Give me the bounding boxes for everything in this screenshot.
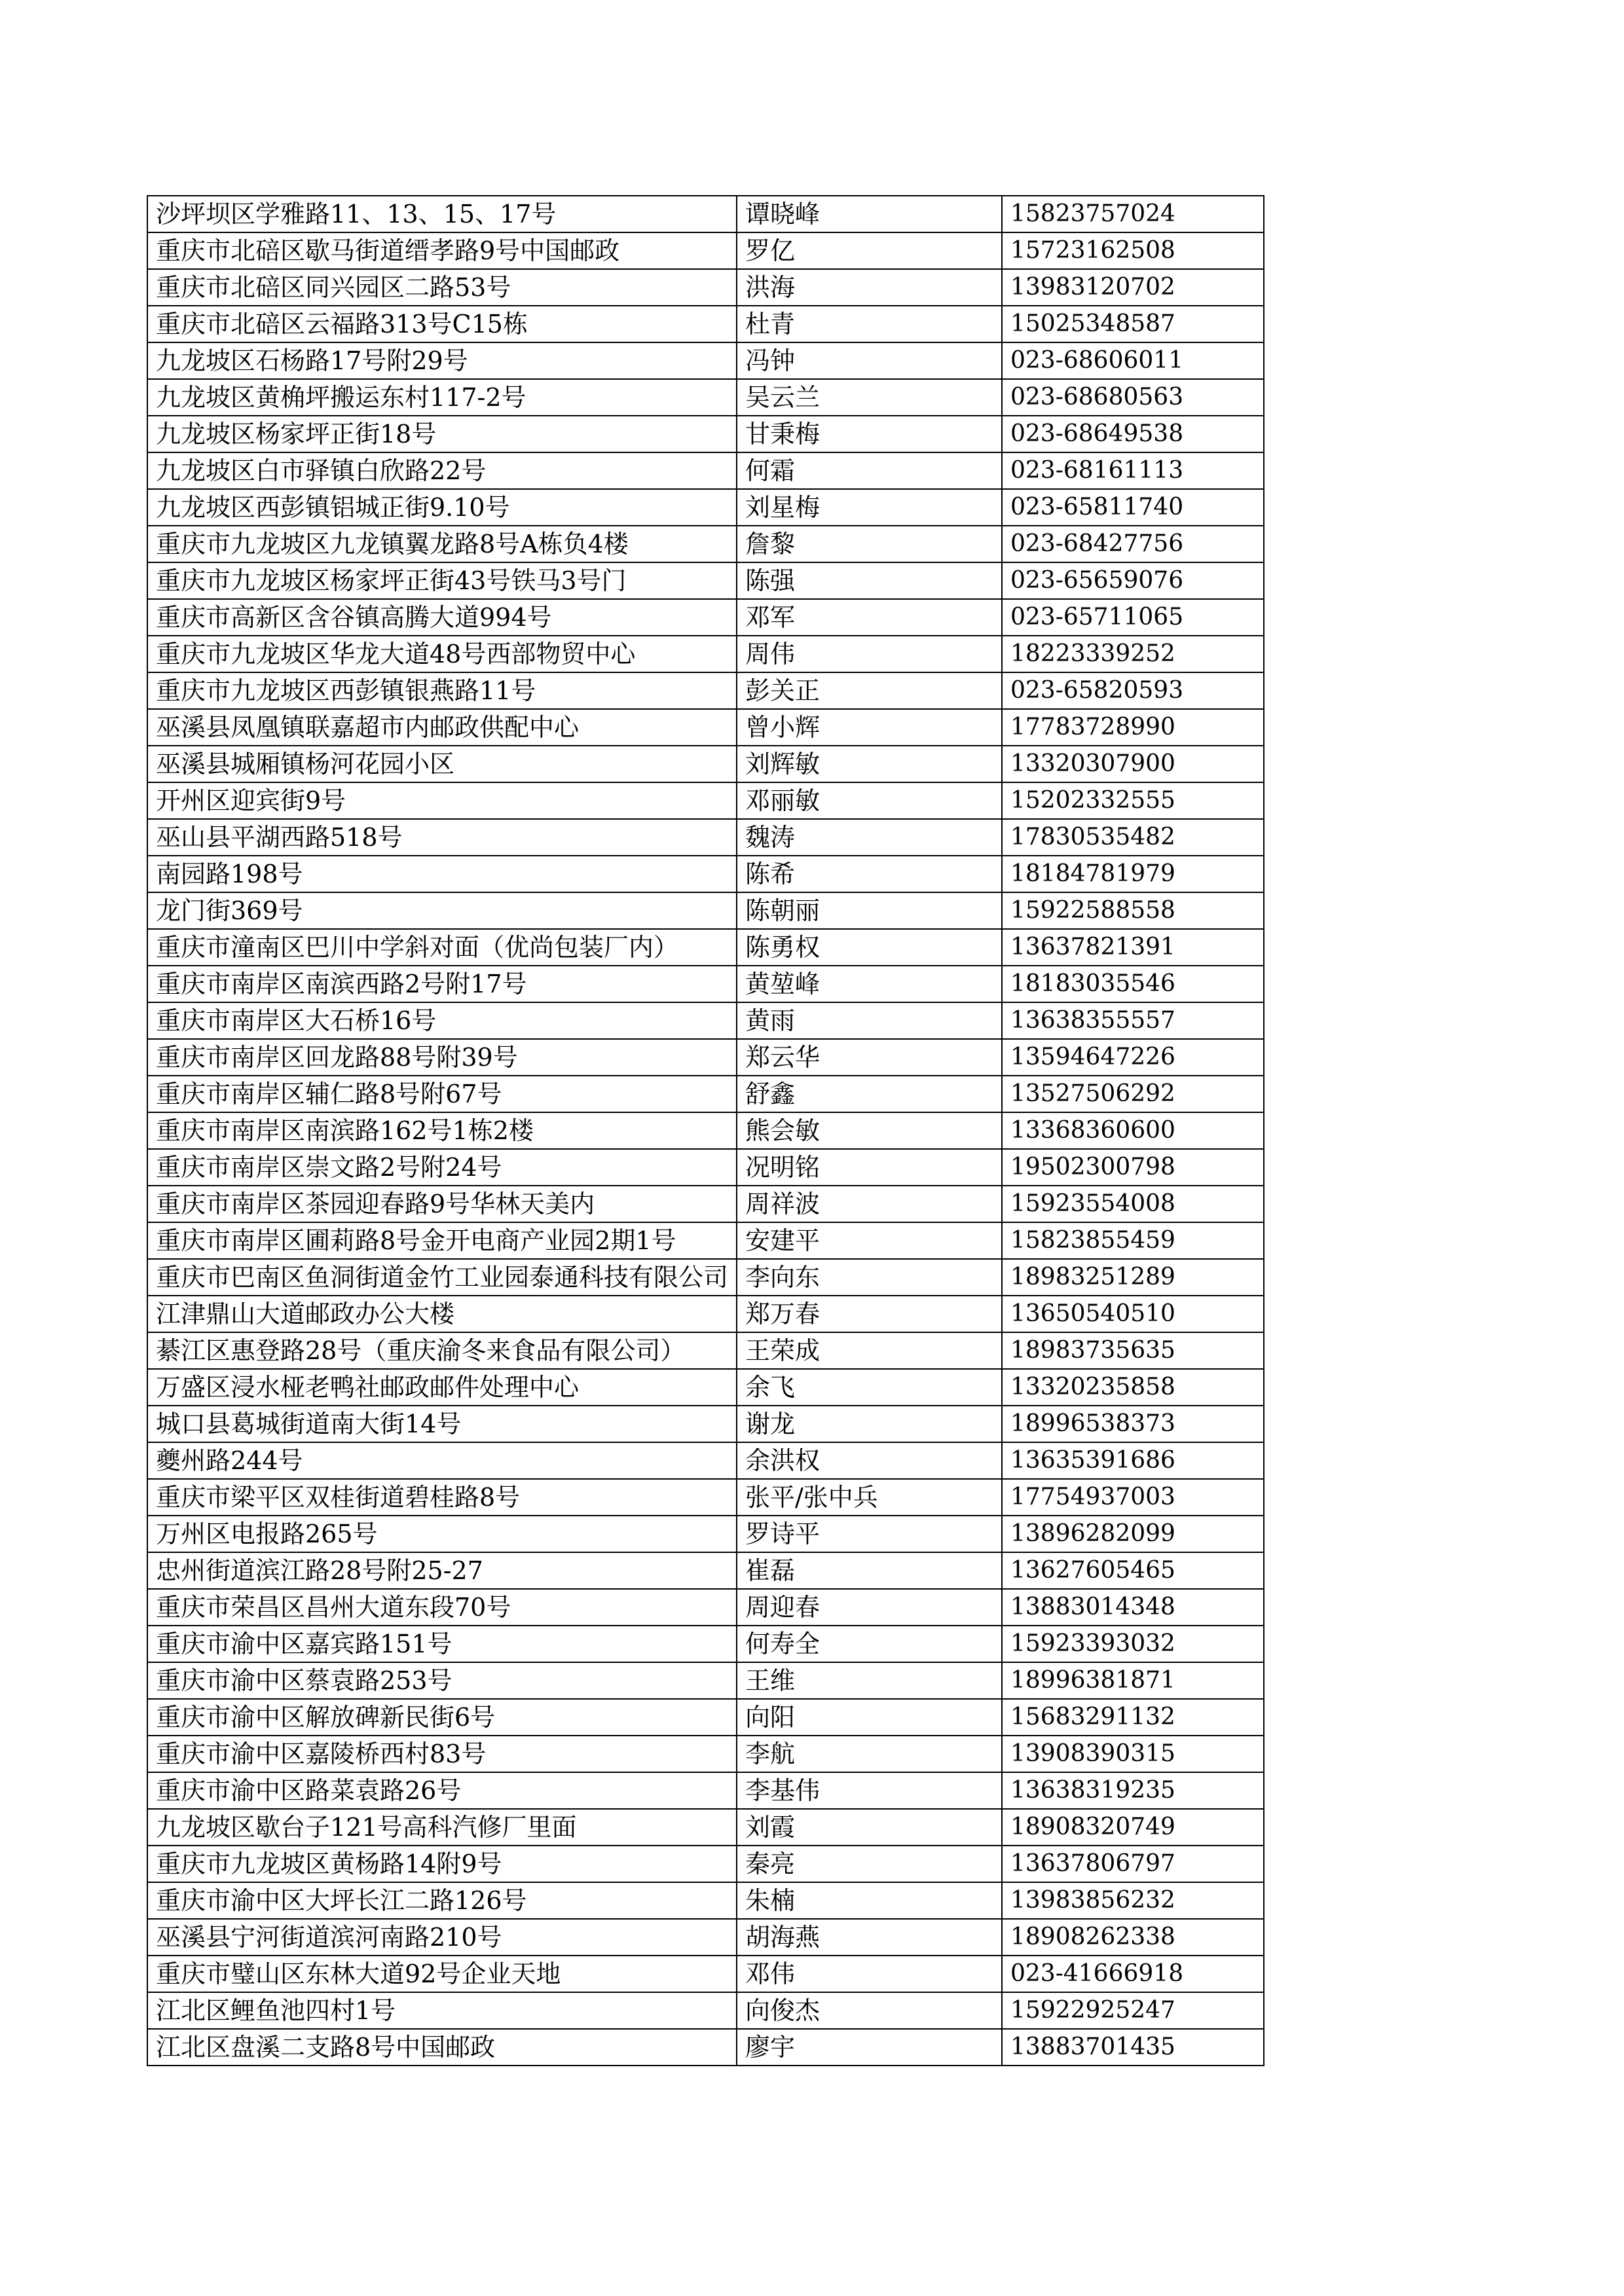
phone-cell: 13983856232	[1002, 1882, 1264, 1919]
table-row	[147, 489, 1264, 526]
address-cell: 江北区盘溪二支路8号中国邮政	[147, 2029, 737, 2066]
name-cell: 谢龙	[737, 1406, 1002, 1442]
name-cell: 陈朝丽	[737, 892, 1002, 929]
phone-cell: 13896282099	[1002, 1516, 1264, 1552]
phone-cell: 15823855459	[1002, 1222, 1264, 1259]
address-cell: 忠州街道滨江路28号附25-27	[147, 1552, 737, 1589]
address-cell: 九龙坡区黄桷坪搬运东村117-2号	[147, 379, 737, 416]
address-cell: 重庆市九龙坡区九龙镇翼龙路8号A栋负4楼	[147, 526, 737, 562]
address-cell: 重庆市南岸区大石桥16号	[147, 1002, 737, 1039]
address-cell: 重庆市潼南区巴川中学斜对面（优尚包装厂内）	[147, 929, 737, 966]
phone-cell: 15923554008	[1002, 1186, 1264, 1222]
name-cell: 熊会敏	[737, 1112, 1002, 1149]
address-cell: 重庆市九龙坡区西彭镇银燕路11号	[147, 672, 737, 709]
address-cell: 九龙坡区西彭镇铝城正街9.10号	[147, 489, 737, 526]
name-cell: 邓伟	[737, 1956, 1002, 1992]
name-cell: 朱楠	[737, 1882, 1002, 1919]
address-cell: 重庆市北碚区云福路313号C15栋	[147, 306, 737, 342]
name-cell: 刘星梅	[737, 489, 1002, 526]
phone-cell: 023-65711065	[1002, 599, 1264, 636]
table-row	[147, 1662, 1264, 1699]
name-cell: 李航	[737, 1736, 1002, 1772]
table-row	[147, 526, 1264, 562]
address-cell: 重庆市北碚区同兴园区二路53号	[147, 269, 737, 306]
phone-cell: 15922588558	[1002, 892, 1264, 929]
table-row	[147, 1846, 1264, 1882]
table-row	[147, 1222, 1264, 1259]
name-cell: 李基伟	[737, 1772, 1002, 1809]
table-row	[147, 1772, 1264, 1809]
phone-cell: 15025348587	[1002, 306, 1264, 342]
table-row	[147, 929, 1264, 966]
address-cell: 重庆市南岸区南滨路162号1栋2楼	[147, 1112, 737, 1149]
address-cell: 重庆市渝中区嘉宾路151号	[147, 1626, 737, 1662]
name-cell: 陈希	[737, 856, 1002, 892]
table-row	[147, 232, 1264, 269]
phone-cell: 18908262338	[1002, 1919, 1264, 1956]
table-row	[147, 1039, 1264, 1076]
phone-cell: 18996538373	[1002, 1406, 1264, 1442]
phone-cell: 18223339252	[1002, 636, 1264, 672]
table-row	[147, 452, 1264, 489]
name-cell: 向俊杰	[737, 1992, 1002, 2029]
address-cell: 万州区电报路265号	[147, 1516, 737, 1552]
table-row	[147, 1186, 1264, 1222]
address-cell: 巫溪县城厢镇杨河花园小区	[147, 746, 737, 782]
phone-cell: 13983120702	[1002, 269, 1264, 306]
table-row	[147, 1332, 1264, 1369]
name-cell: 周伟	[737, 636, 1002, 672]
table-row	[147, 1296, 1264, 1332]
table-row	[147, 1516, 1264, 1552]
phone-cell: 13638355557	[1002, 1002, 1264, 1039]
name-cell: 甘秉梅	[737, 416, 1002, 452]
phone-cell: 17830535482	[1002, 819, 1264, 856]
phone-cell: 023-65811740	[1002, 489, 1264, 526]
address-cell: 重庆市荣昌区昌州大道东段70号	[147, 1589, 737, 1626]
table-row	[147, 1112, 1264, 1149]
phone-cell: 13883014348	[1002, 1589, 1264, 1626]
address-cell: 万盛区浸水桠老鸭社邮政邮件处理中心	[147, 1369, 737, 1406]
name-cell: 周祥波	[737, 1186, 1002, 1222]
name-cell: 向阳	[737, 1699, 1002, 1736]
address-cell: 重庆市渝中区嘉陵桥西村83号	[147, 1736, 737, 1772]
address-cell: 重庆市九龙坡区华龙大道48号西部物贸中心	[147, 636, 737, 672]
name-cell: 邓丽敏	[737, 782, 1002, 819]
table-row	[147, 966, 1264, 1002]
name-cell: 刘辉敏	[737, 746, 1002, 782]
name-cell: 邓军	[737, 599, 1002, 636]
table-row	[147, 892, 1264, 929]
address-cell: 九龙坡区杨家坪正街18号	[147, 416, 737, 452]
name-cell: 洪海	[737, 269, 1002, 306]
address-cell: 重庆市高新区含谷镇高腾大道994号	[147, 599, 737, 636]
table-row	[147, 856, 1264, 892]
address-cell: 重庆市巴南区鱼洞街道金竹工业园泰通科技有限公司	[147, 1259, 737, 1296]
phone-cell: 13527506292	[1002, 1076, 1264, 1112]
address-cell: 九龙坡区石杨路17号附29号	[147, 342, 737, 379]
phone-cell: 13650540510	[1002, 1296, 1264, 1332]
name-cell: 余洪权	[737, 1442, 1002, 1479]
phone-cell: 18908320749	[1002, 1809, 1264, 1846]
contact-table	[147, 195, 1264, 2066]
address-cell: 重庆市南岸区圃莉路8号金开电商产业园2期1号	[147, 1222, 737, 1259]
name-cell: 杜青	[737, 306, 1002, 342]
table-row	[147, 1919, 1264, 1956]
table-row	[147, 746, 1264, 782]
address-cell: 夔州路244号	[147, 1442, 737, 1479]
address-cell: 重庆市渝中区蔡袁路253号	[147, 1662, 737, 1699]
table-row	[147, 1882, 1264, 1919]
name-cell: 谭晓峰	[737, 196, 1002, 232]
table-row	[147, 1699, 1264, 1736]
name-cell: 张平/张中兵	[737, 1479, 1002, 1516]
phone-cell: 13637806797	[1002, 1846, 1264, 1882]
address-cell: 巫溪县凤凰镇联嘉超市内邮政供配中心	[147, 709, 737, 746]
name-cell: 冯钟	[737, 342, 1002, 379]
phone-cell: 19502300798	[1002, 1149, 1264, 1186]
address-cell: 江津鼎山大道邮政办公大楼	[147, 1296, 737, 1332]
phone-cell: 15683291132	[1002, 1699, 1264, 1736]
table-row	[147, 709, 1264, 746]
name-cell: 刘霞	[737, 1809, 1002, 1846]
table-row	[147, 196, 1264, 232]
phone-cell: 18983735635	[1002, 1332, 1264, 1369]
phone-cell: 18996381871	[1002, 1662, 1264, 1699]
name-cell: 王维	[737, 1662, 1002, 1699]
address-cell: 重庆市南岸区崇文路2号附24号	[147, 1149, 737, 1186]
name-cell: 舒鑫	[737, 1076, 1002, 1112]
contact-table-body	[147, 196, 1264, 2066]
name-cell: 魏涛	[737, 819, 1002, 856]
name-cell: 李向东	[737, 1259, 1002, 1296]
table-row	[147, 1479, 1264, 1516]
phone-cell: 13627605465	[1002, 1552, 1264, 1589]
table-row	[147, 1259, 1264, 1296]
name-cell: 郑云华	[737, 1039, 1002, 1076]
address-cell: 江北区鲤鱼池四村1号	[147, 1992, 737, 2029]
name-cell: 黄雨	[737, 1002, 1002, 1039]
table-row	[147, 1589, 1264, 1626]
name-cell: 胡海燕	[737, 1919, 1002, 1956]
table-row	[147, 1406, 1264, 1442]
name-cell: 秦亮	[737, 1846, 1002, 1882]
phone-cell: 17754937003	[1002, 1479, 1264, 1516]
table-row	[147, 1626, 1264, 1662]
name-cell: 崔磊	[737, 1552, 1002, 1589]
phone-cell: 13883701435	[1002, 2029, 1264, 2066]
table-row	[147, 1002, 1264, 1039]
name-cell: 廖宇	[737, 2029, 1002, 2066]
name-cell: 安建平	[737, 1222, 1002, 1259]
address-cell: 重庆市南岸区辅仁路8号附67号	[147, 1076, 737, 1112]
phone-cell: 18184781979	[1002, 856, 1264, 892]
table-row	[147, 599, 1264, 636]
table-row	[147, 342, 1264, 379]
name-cell: 詹黎	[737, 526, 1002, 562]
name-cell: 曾小辉	[737, 709, 1002, 746]
address-cell: 重庆市南岸区南滨西路2号附17号	[147, 966, 737, 1002]
phone-cell: 18183035546	[1002, 966, 1264, 1002]
address-cell: 重庆市南岸区回龙路88号附39号	[147, 1039, 737, 1076]
address-cell: 沙坪坝区学雅路11、13、15、17号	[147, 196, 737, 232]
table-row	[147, 1076, 1264, 1112]
phone-cell: 17783728990	[1002, 709, 1264, 746]
phone-cell: 023-68680563	[1002, 379, 1264, 416]
phone-cell: 023-68427756	[1002, 526, 1264, 562]
name-cell: 何霜	[737, 452, 1002, 489]
phone-cell: 023-65659076	[1002, 562, 1264, 599]
phone-cell: 13320235858	[1002, 1369, 1264, 1406]
name-cell: 彭关正	[737, 672, 1002, 709]
address-cell: 重庆市渝中区解放碑新民街6号	[147, 1699, 737, 1736]
phone-cell: 15823757024	[1002, 196, 1264, 232]
name-cell: 周迎春	[737, 1589, 1002, 1626]
table-row	[147, 416, 1264, 452]
name-cell: 罗亿	[737, 232, 1002, 269]
phone-cell: 13638319235	[1002, 1772, 1264, 1809]
phone-cell: 13637821391	[1002, 929, 1264, 966]
phone-cell: 15922925247	[1002, 1992, 1264, 2029]
table-row	[147, 819, 1264, 856]
table-row	[147, 672, 1264, 709]
address-cell: 城口县葛城街道南大街14号	[147, 1406, 737, 1442]
phone-cell: 023-41666918	[1002, 1956, 1264, 1992]
phone-cell: 15723162508	[1002, 232, 1264, 269]
address-cell: 开州区迎宾街9号	[147, 782, 737, 819]
name-cell: 吴云兰	[737, 379, 1002, 416]
table-row	[147, 1956, 1264, 1992]
address-cell: 綦江区惠登路28号（重庆渝冬来食品有限公司）	[147, 1332, 737, 1369]
address-cell: 重庆市北碚区歇马街道缙孝路9号中国邮政	[147, 232, 737, 269]
table-row	[147, 1442, 1264, 1479]
phone-cell: 13320307900	[1002, 746, 1264, 782]
name-cell: 王荣成	[737, 1332, 1002, 1369]
table-row	[147, 2029, 1264, 2066]
phone-cell: 13368360600	[1002, 1112, 1264, 1149]
address-cell: 重庆市九龙坡区杨家坪正街43号铁马3号门	[147, 562, 737, 599]
table-row	[147, 306, 1264, 342]
phone-cell: 18983251289	[1002, 1259, 1264, 1296]
name-cell: 黄堃峰	[737, 966, 1002, 1002]
table-row	[147, 1369, 1264, 1406]
address-cell: 重庆市梁平区双桂街道碧桂路8号	[147, 1479, 737, 1516]
phone-cell: 023-65820593	[1002, 672, 1264, 709]
address-cell: 重庆市璧山区东林大道92号企业天地	[147, 1956, 737, 1992]
table-row	[147, 782, 1264, 819]
address-cell: 巫溪县宁河街道滨河南路210号	[147, 1919, 737, 1956]
name-cell: 罗诗平	[737, 1516, 1002, 1552]
table-row	[147, 1992, 1264, 2029]
table-row	[147, 1809, 1264, 1846]
phone-cell: 15202332555	[1002, 782, 1264, 819]
name-cell: 何寿全	[737, 1626, 1002, 1662]
table-row	[147, 379, 1264, 416]
name-cell: 余飞	[737, 1369, 1002, 1406]
phone-cell: 023-68161113	[1002, 452, 1264, 489]
address-cell: 重庆市南岸区茶园迎春路9号华林天美内	[147, 1186, 737, 1222]
address-cell: 重庆市渝中区路菜袁路26号	[147, 1772, 737, 1809]
phone-cell: 023-68649538	[1002, 416, 1264, 452]
table-row	[147, 636, 1264, 672]
name-cell: 郑万春	[737, 1296, 1002, 1332]
phone-cell: 13635391686	[1002, 1442, 1264, 1479]
address-cell: 南园路198号	[147, 856, 737, 892]
name-cell: 况明铭	[737, 1149, 1002, 1186]
table-row	[147, 1736, 1264, 1772]
address-cell: 龙门街369号	[147, 892, 737, 929]
phone-cell: 13908390315	[1002, 1736, 1264, 1772]
address-cell: 重庆市九龙坡区黄杨路14附9号	[147, 1846, 737, 1882]
table-row	[147, 1149, 1264, 1186]
phone-cell: 023-68606011	[1002, 342, 1264, 379]
address-cell: 九龙坡区白市驿镇白欣路22号	[147, 452, 737, 489]
address-cell: 巫山县平湖西路518号	[147, 819, 737, 856]
address-cell: 九龙坡区歇台子121号高科汽修厂里面	[147, 1809, 737, 1846]
name-cell: 陈勇权	[737, 929, 1002, 966]
table-row	[147, 1552, 1264, 1589]
table-row	[147, 562, 1264, 599]
table-row	[147, 269, 1264, 306]
name-cell: 陈强	[737, 562, 1002, 599]
address-cell: 重庆市渝中区大坪长江二路126号	[147, 1882, 737, 1919]
phone-cell: 15923393032	[1002, 1626, 1264, 1662]
phone-cell: 13594647226	[1002, 1039, 1264, 1076]
